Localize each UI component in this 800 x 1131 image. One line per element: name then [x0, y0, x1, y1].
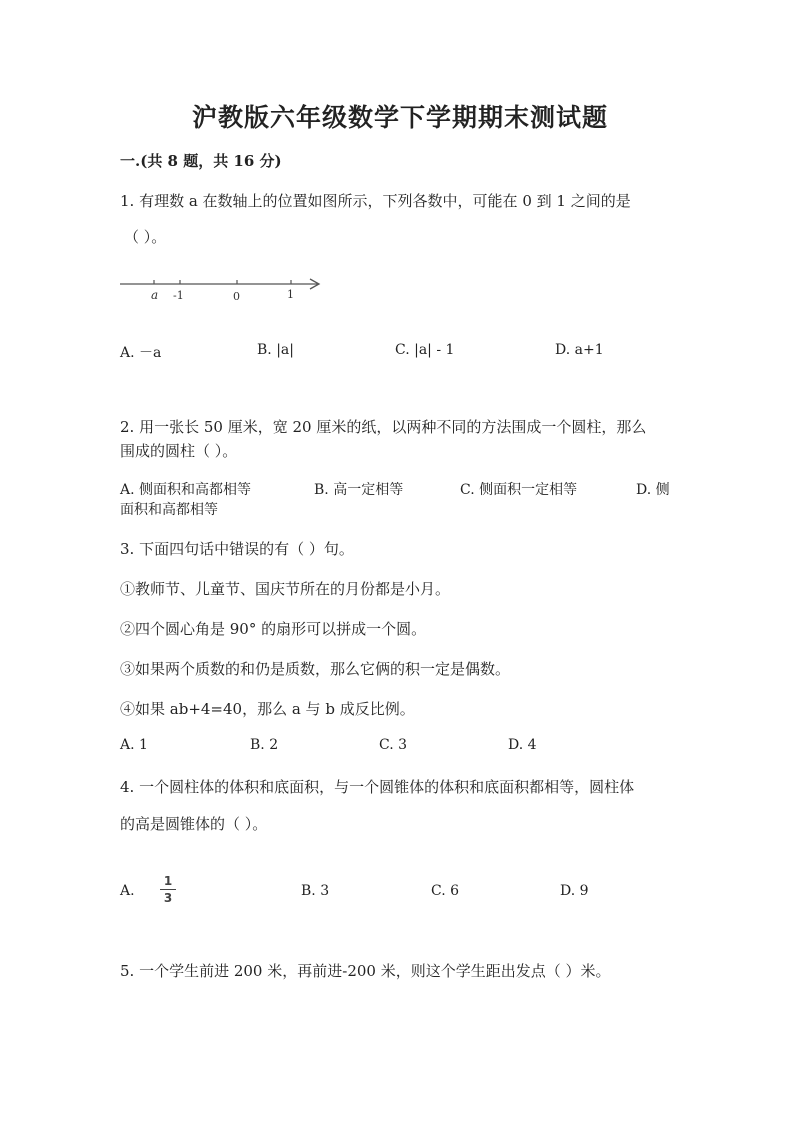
q1-stem-line1: 1. 有理数 a 在数轴上的位置如图所示，下列各数中，可能在 0 到 1 之间的是	[120, 192, 631, 210]
q4-stem-line2: 的高是圆锥体的（ ）。	[120, 815, 268, 833]
fraction-denominator: 3	[163, 891, 173, 905]
label-minus-one: -1	[173, 289, 184, 302]
q2-option-b[interactable]: B. 高一定相等	[314, 482, 404, 498]
q2-option-d[interactable]: D. 侧	[636, 482, 670, 498]
page-title: 沪教版六年级数学下学期期末测试题	[191, 103, 608, 132]
fraction-numerator: 1	[163, 874, 173, 888]
q3-statement-3: ③如果两个质数的和仍是质数，那么它俩的积一定是偶数。	[120, 660, 511, 678]
label-one: 1	[287, 288, 294, 301]
q3-statement-2: ②四个圆心角是 90° 的扇形可以拼成一个圆。	[120, 620, 427, 638]
q2-option-c[interactable]: C. 侧面积一定相等	[460, 482, 578, 498]
q1-stem-line2: （ ）。	[124, 228, 167, 246]
q1-option-c[interactable]: C. |a| - 1	[395, 342, 455, 358]
label-a: a	[151, 288, 159, 302]
number-line-figure	[118, 270, 328, 305]
q4-option-c[interactable]: C. 6	[431, 883, 460, 899]
q1-option-d[interactable]: D. a+1	[555, 342, 604, 358]
q4-option-a[interactable]: A.	[120, 883, 135, 899]
q3-option-d[interactable]: D. 4	[508, 737, 537, 753]
fraction-bar	[160, 889, 176, 890]
q3-stem: 3. 下面四句话中错误的有（ ）句。	[120, 540, 354, 558]
q4-option-a-fraction	[158, 874, 178, 905]
q4-stem-line1: 4. 一个圆柱体的体积和底面积，与一个圆锥体的体积和底面积都相等，圆柱体	[120, 778, 635, 796]
q3-option-b[interactable]: B. 2	[250, 737, 279, 753]
q1-option-b[interactable]: B. |a|	[257, 342, 294, 358]
q3-option-a[interactable]: A. 1	[120, 737, 148, 753]
q4-option-b[interactable]: B. 3	[301, 883, 330, 899]
q1-option-a[interactable]: A. －a	[120, 345, 162, 361]
q2-option-a[interactable]: A. 侧面积和高都相等	[120, 482, 252, 498]
q3-option-c[interactable]: C. 3	[379, 737, 408, 753]
q5-stem: 5. 一个学生前进 200 米，再前进-200 米，则这个学生距出发点（ ）米。	[120, 962, 611, 980]
q3-statement-1: ①教师节、儿童节、国庆节所在的月份都是小月。	[120, 580, 451, 598]
label-zero: 0	[233, 290, 240, 303]
q3-statement-4: ④如果 ab+4=40，那么 a 与 b 成反比例。	[120, 700, 415, 718]
q4-option-d[interactable]: D. 9	[560, 883, 589, 899]
q2-stem-line2: 围成的圆柱（ ）。	[120, 442, 238, 460]
q2-option-d-continued: 面积和高都相等	[120, 502, 218, 518]
q2-stem-line1: 2. 用一张长 50 厘米，宽 20 厘米的纸，以两种不同的方法围成一个圆柱，那么	[120, 418, 647, 436]
section-header: 一.(共 8 题，共 16 分)	[120, 152, 282, 170]
